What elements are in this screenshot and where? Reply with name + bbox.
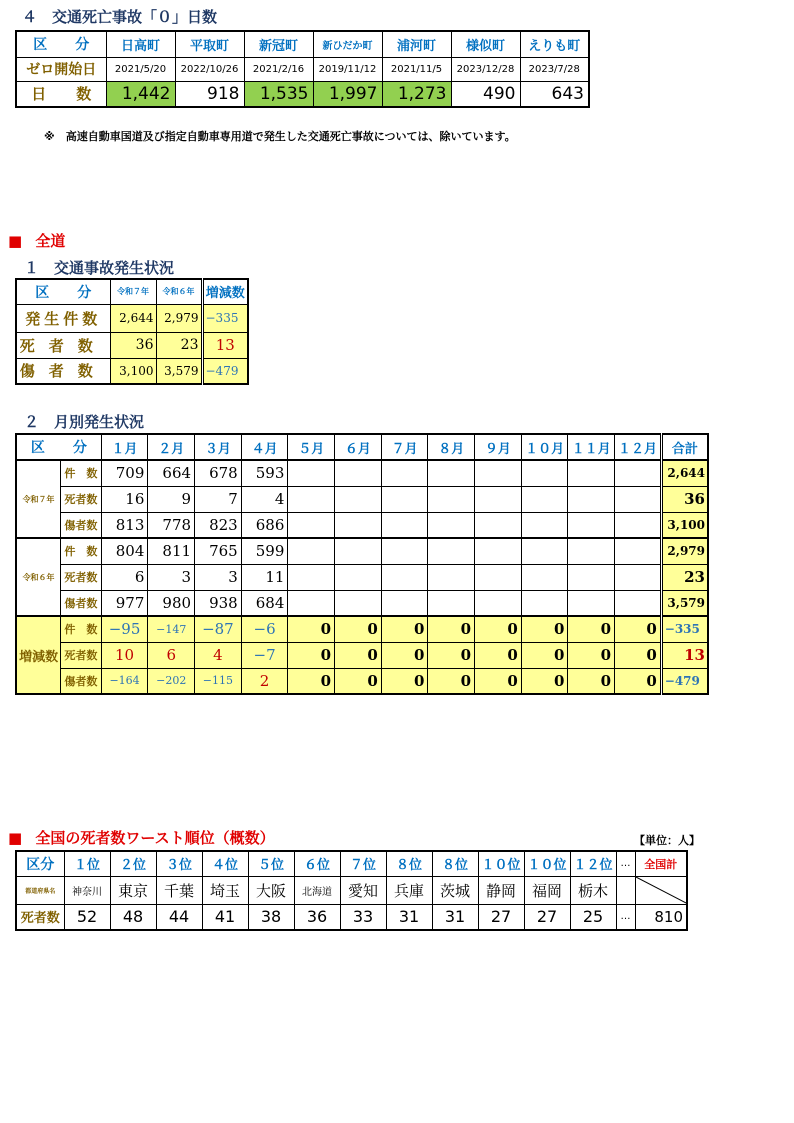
national-heading (8, 827, 275, 848)
monthly-cell: 0 (475, 668, 522, 694)
monthly-cell: 0 (568, 642, 615, 668)
monthly-row-label: 件 数 (61, 538, 102, 564)
monthly-cell (475, 486, 522, 512)
status-header-row (16, 279, 248, 304)
monthly-cell (475, 564, 522, 590)
monthly-cell: −202 (148, 668, 195, 694)
month-header: ６月 (335, 434, 382, 460)
monthly-cell: 686 (241, 512, 288, 538)
pref-name: 千葉 (156, 876, 202, 904)
monthly-cell: 6 (101, 564, 148, 590)
status-row-label: 傷者数 (16, 358, 110, 384)
monthly-header-row (16, 434, 708, 460)
status-row-label: 死者数 (16, 332, 110, 358)
monthly-row (16, 564, 708, 590)
monthly-row (16, 512, 708, 538)
zero-days-value: 643 (520, 81, 589, 107)
pref-name: 兵庫 (386, 876, 432, 904)
zero-days-header-label: 区 分 (16, 31, 106, 57)
national-pref-row (16, 876, 687, 904)
monthly-cell (615, 460, 662, 486)
status-header-r6: 令和６年 (156, 279, 202, 304)
status-row-label: 発生件数 (16, 304, 110, 332)
pref-name: 静岡 (478, 876, 524, 904)
monthly-total-cell: 2,644 (661, 460, 708, 486)
monthly-cell: 0 (335, 642, 382, 668)
month-header: ２月 (148, 434, 195, 460)
monthly-cell: 3 (148, 564, 195, 590)
deaths-value: 41 (202, 904, 248, 930)
monthly-cell (521, 538, 568, 564)
monthly-group-label: 令和７年 (16, 460, 61, 538)
monthly-cell (288, 512, 335, 538)
all-hokkaido-heading-text: 全道 (35, 232, 66, 250)
zero-days-value: 1,273 (382, 81, 451, 107)
monthly-cell (475, 512, 522, 538)
rank-header: ４位 (202, 851, 248, 876)
monthly-cell: −164 (101, 668, 148, 694)
monthly-cell: 0 (615, 668, 662, 694)
deaths-value: 38 (248, 904, 294, 930)
zero-start-date: 2019/11/12 (313, 57, 382, 81)
monthly-cell (521, 512, 568, 538)
rank-header: ８位 (386, 851, 432, 876)
rank-header: １０位 (524, 851, 570, 876)
monthly-row-label: 件 数 (61, 460, 102, 486)
town-name: 様似町 (451, 31, 520, 57)
monthly-cell: −87 (195, 616, 242, 642)
zero-days-note: ※ 高速自動車国道及び指定自動車専用道で発生した交通死亡事故については、除いています。 (44, 130, 516, 143)
status-r7-value: 36 (110, 332, 156, 358)
pref-label: 都道府県名 (16, 876, 64, 904)
monthly-cell (615, 564, 662, 590)
monthly-total-cell: 3,579 (661, 590, 708, 616)
town-name: 浦河町 (382, 31, 451, 57)
deaths-label: 死者数 (16, 904, 64, 930)
monthly-cell (381, 590, 428, 616)
monthly-cell: 977 (101, 590, 148, 616)
rank-header: ６位 (294, 851, 340, 876)
monthly-cell: 0 (615, 642, 662, 668)
rank-header: １０位 (478, 851, 524, 876)
square-icon: ■ (8, 829, 23, 847)
status-r7-value: 2,644 (110, 304, 156, 332)
monthly-cell: −6 (241, 616, 288, 642)
monthly-header-label: 区 分 (16, 434, 101, 460)
monthly-cell: 4 (241, 486, 288, 512)
monthly-total-header: 合計 (661, 434, 708, 460)
monthly-row (16, 486, 708, 512)
pref-name: 栃木 (570, 876, 616, 904)
zero-days-value: 918 (175, 81, 244, 107)
monthly-cell (615, 590, 662, 616)
monthly-cell (288, 590, 335, 616)
monthly-cell (521, 564, 568, 590)
monthly-cell (568, 564, 615, 590)
rank-header: １位 (64, 851, 110, 876)
rank-header: ２位 (110, 851, 156, 876)
monthly-cell (381, 564, 428, 590)
monthly-total-cell: 36 (661, 486, 708, 512)
monthly-title: ２ 月別発生状況 (24, 413, 145, 431)
national-heading-text: 全国の死者数ワースト順位（概数） (35, 829, 275, 847)
monthly-cell: 599 (241, 538, 288, 564)
zero-days-value: 490 (451, 81, 520, 107)
zero-start-date: 2021/11/5 (382, 57, 451, 81)
monthly-total-cell: −335 (661, 616, 708, 642)
monthly-row-label: 死者数 (61, 564, 102, 590)
monthly-cell: 0 (568, 668, 615, 694)
town-name: 平取町 (175, 31, 244, 57)
national-total-header: 全国計 (635, 851, 687, 876)
square-icon: ■ (8, 232, 23, 250)
status-header-diff: 増減数 (202, 279, 248, 304)
monthly-cell: 593 (241, 460, 288, 486)
monthly-cell (568, 538, 615, 564)
zero-days-title: ４ 交通死亡事故「０」日数 (22, 8, 218, 26)
rank-header: ７位 (340, 851, 386, 876)
status-row (16, 304, 248, 332)
monthly-cell: 0 (288, 642, 335, 668)
monthly-cell (428, 486, 475, 512)
monthly-cell (568, 512, 615, 538)
national-table (15, 850, 688, 931)
zero-start-date: 2022/10/26 (175, 57, 244, 81)
monthly-cell: 0 (428, 668, 475, 694)
monthly-table (15, 433, 709, 695)
monthly-cell (381, 538, 428, 564)
month-header: ８月 (428, 434, 475, 460)
monthly-total-cell: 3,100 (661, 512, 708, 538)
monthly-cell (475, 460, 522, 486)
monthly-cell (428, 590, 475, 616)
monthly-cell: 16 (101, 486, 148, 512)
zero-days-row (16, 81, 589, 107)
status-r6-value: 3,579 (156, 358, 202, 384)
monthly-cell (288, 486, 335, 512)
pref-name: 埼玉 (202, 876, 248, 904)
monthly-cell: 813 (101, 512, 148, 538)
month-header: ５月 (288, 434, 335, 460)
monthly-row (16, 460, 708, 486)
monthly-cell (428, 538, 475, 564)
monthly-cell: 804 (101, 538, 148, 564)
zero-days-value: 1,535 (244, 81, 313, 107)
monthly-cell (428, 460, 475, 486)
monthly-cell: 684 (241, 590, 288, 616)
monthly-row (16, 668, 708, 694)
national-deaths-row (16, 904, 687, 930)
national-total-value: 810 (635, 904, 687, 930)
monthly-cell: 0 (521, 616, 568, 642)
monthly-cell (335, 512, 382, 538)
deaths-value: 36 (294, 904, 340, 930)
monthly-cell: 0 (428, 642, 475, 668)
monthly-cell: 678 (195, 460, 242, 486)
monthly-cell (428, 512, 475, 538)
zero-start-date: 2023/12/28 (451, 57, 520, 81)
monthly-cell: −95 (101, 616, 148, 642)
monthly-cell: 778 (148, 512, 195, 538)
monthly-cell (521, 460, 568, 486)
month-header: ３月 (195, 434, 242, 460)
monthly-cell (381, 460, 428, 486)
zero-days-value: 1,997 (313, 81, 382, 107)
monthly-cell (335, 486, 382, 512)
monthly-cell (521, 486, 568, 512)
zero-start-date: 2021/2/16 (244, 57, 313, 81)
monthly-row (16, 642, 708, 668)
monthly-cell: 7 (195, 486, 242, 512)
status-r6-value: 2,979 (156, 304, 202, 332)
unit-label: 【単位：人】 (634, 834, 700, 847)
town-name: 新ひだか町 (313, 31, 382, 57)
monthly-cell (288, 538, 335, 564)
monthly-cell: 3 (195, 564, 242, 590)
monthly-cell: 4 (195, 642, 242, 668)
pref-name: 神奈川 (64, 876, 110, 904)
monthly-cell (615, 538, 662, 564)
monthly-cell: 0 (381, 616, 428, 642)
monthly-row-label: 傷者数 (61, 512, 102, 538)
monthly-cell (475, 538, 522, 564)
national-rank-row (16, 851, 687, 876)
deaths-value: 31 (386, 904, 432, 930)
zero-start-row (16, 57, 589, 81)
monthly-row-label: 死者数 (61, 486, 102, 512)
deaths-value: 27 (478, 904, 524, 930)
status-diff-value: −335 (202, 304, 248, 332)
status-r6-value: 23 (156, 332, 202, 358)
monthly-row-label: 傷者数 (61, 668, 102, 694)
pref-name: 東京 (110, 876, 156, 904)
monthly-cell: 823 (195, 512, 242, 538)
monthly-cell: 0 (428, 616, 475, 642)
monthly-cell (288, 460, 335, 486)
zero-start-label: ゼロ開始日 (16, 57, 106, 81)
monthly-total-cell: 2,979 (661, 538, 708, 564)
town-name: 新冠町 (244, 31, 313, 57)
town-name: 日高町 (106, 31, 175, 57)
monthly-row-label: 件 数 (61, 616, 102, 642)
monthly-total-cell: −479 (661, 668, 708, 694)
monthly-cell: 0 (381, 642, 428, 668)
status-row (16, 358, 248, 384)
monthly-cell (615, 512, 662, 538)
diagonal-cell (635, 876, 687, 904)
monthly-cell: 0 (521, 668, 568, 694)
month-header: ４月 (241, 434, 288, 460)
monthly-cell (568, 460, 615, 486)
status-title: １ 交通事故発生状況 (24, 259, 175, 277)
status-header-label: 区 分 (16, 279, 110, 304)
monthly-row (16, 590, 708, 616)
month-header: ９月 (475, 434, 522, 460)
monthly-cell (568, 590, 615, 616)
status-table (15, 278, 249, 385)
monthly-cell (475, 590, 522, 616)
monthly-cell: 0 (335, 616, 382, 642)
month-header: １月 (101, 434, 148, 460)
deaths-value: 31 (432, 904, 478, 930)
monthly-cell (335, 460, 382, 486)
monthly-cell (335, 538, 382, 564)
monthly-cell: 6 (148, 642, 195, 668)
monthly-cell: 938 (195, 590, 242, 616)
monthly-cell: 9 (148, 486, 195, 512)
monthly-cell: 10 (101, 642, 148, 668)
monthly-cell (381, 512, 428, 538)
monthly-row (16, 538, 708, 564)
pref-name: 福岡 (524, 876, 570, 904)
monthly-cell: 0 (568, 616, 615, 642)
month-header: １２月 (615, 434, 662, 460)
monthly-cell: −7 (241, 642, 288, 668)
monthly-cell (381, 486, 428, 512)
pref-name: 愛知 (340, 876, 386, 904)
monthly-cell: 664 (148, 460, 195, 486)
zero-days-label: 日 数 (16, 81, 106, 107)
monthly-cell (521, 590, 568, 616)
monthly-cell: 2 (241, 668, 288, 694)
month-header: １０月 (521, 434, 568, 460)
monthly-group-label: 令和６年 (16, 538, 61, 616)
zero-days-table (15, 30, 590, 108)
monthly-cell (568, 486, 615, 512)
monthly-cell: 709 (101, 460, 148, 486)
status-diff-value: 13 (202, 332, 248, 358)
status-row (16, 332, 248, 358)
pref-name: 大阪 (248, 876, 294, 904)
monthly-cell: 811 (148, 538, 195, 564)
all-hokkaido-heading (8, 230, 65, 251)
rank-header: ３位 (156, 851, 202, 876)
rank-header: ８位 (432, 851, 478, 876)
monthly-cell: 765 (195, 538, 242, 564)
ellipsis: … (616, 904, 635, 930)
monthly-cell: 0 (475, 616, 522, 642)
monthly-cell: 0 (288, 616, 335, 642)
deaths-value: 52 (64, 904, 110, 930)
rank-header: ５位 (248, 851, 294, 876)
monthly-cell: 0 (381, 668, 428, 694)
status-diff-value: −479 (202, 358, 248, 384)
deaths-value: 48 (110, 904, 156, 930)
monthly-cell (335, 590, 382, 616)
monthly-cell: 0 (615, 616, 662, 642)
monthly-cell (428, 564, 475, 590)
zero-start-date: 2021/5/20 (106, 57, 175, 81)
zero-days-header-row (16, 31, 589, 57)
diagonal-line-icon (636, 877, 688, 904)
monthly-total-cell: 23 (661, 564, 708, 590)
monthly-group-label: 増減数 (16, 616, 61, 694)
monthly-cell: −147 (148, 616, 195, 642)
monthly-cell (288, 564, 335, 590)
monthly-cell: −115 (195, 668, 242, 694)
rank-header: １２位 (570, 851, 616, 876)
pref-name: 茨城 (432, 876, 478, 904)
monthly-total-cell: 13 (661, 642, 708, 668)
monthly-cell: 0 (475, 642, 522, 668)
monthly-row-label: 傷者数 (61, 590, 102, 616)
monthly-cell (615, 486, 662, 512)
ellipsis (616, 876, 635, 904)
national-header-label: 区分 (16, 851, 64, 876)
monthly-cell: 0 (288, 668, 335, 694)
monthly-row-label: 死者数 (61, 642, 102, 668)
month-header: ７月 (381, 434, 428, 460)
month-header: １１月 (568, 434, 615, 460)
zero-days-value: 1,442 (106, 81, 175, 107)
deaths-value: 33 (340, 904, 386, 930)
monthly-cell: 11 (241, 564, 288, 590)
monthly-cell (335, 564, 382, 590)
town-name: えりも町 (520, 31, 589, 57)
ellipsis: … (616, 851, 635, 876)
deaths-value: 44 (156, 904, 202, 930)
monthly-cell: 980 (148, 590, 195, 616)
status-r7-value: 3,100 (110, 358, 156, 384)
zero-start-date: 2023/7/28 (520, 57, 589, 81)
monthly-cell: 0 (521, 642, 568, 668)
monthly-cell: 0 (335, 668, 382, 694)
pref-name: 北海道 (294, 876, 340, 904)
status-header-r7: 令和７年 (110, 279, 156, 304)
deaths-value: 25 (570, 904, 616, 930)
monthly-row (16, 616, 708, 642)
deaths-value: 27 (524, 904, 570, 930)
